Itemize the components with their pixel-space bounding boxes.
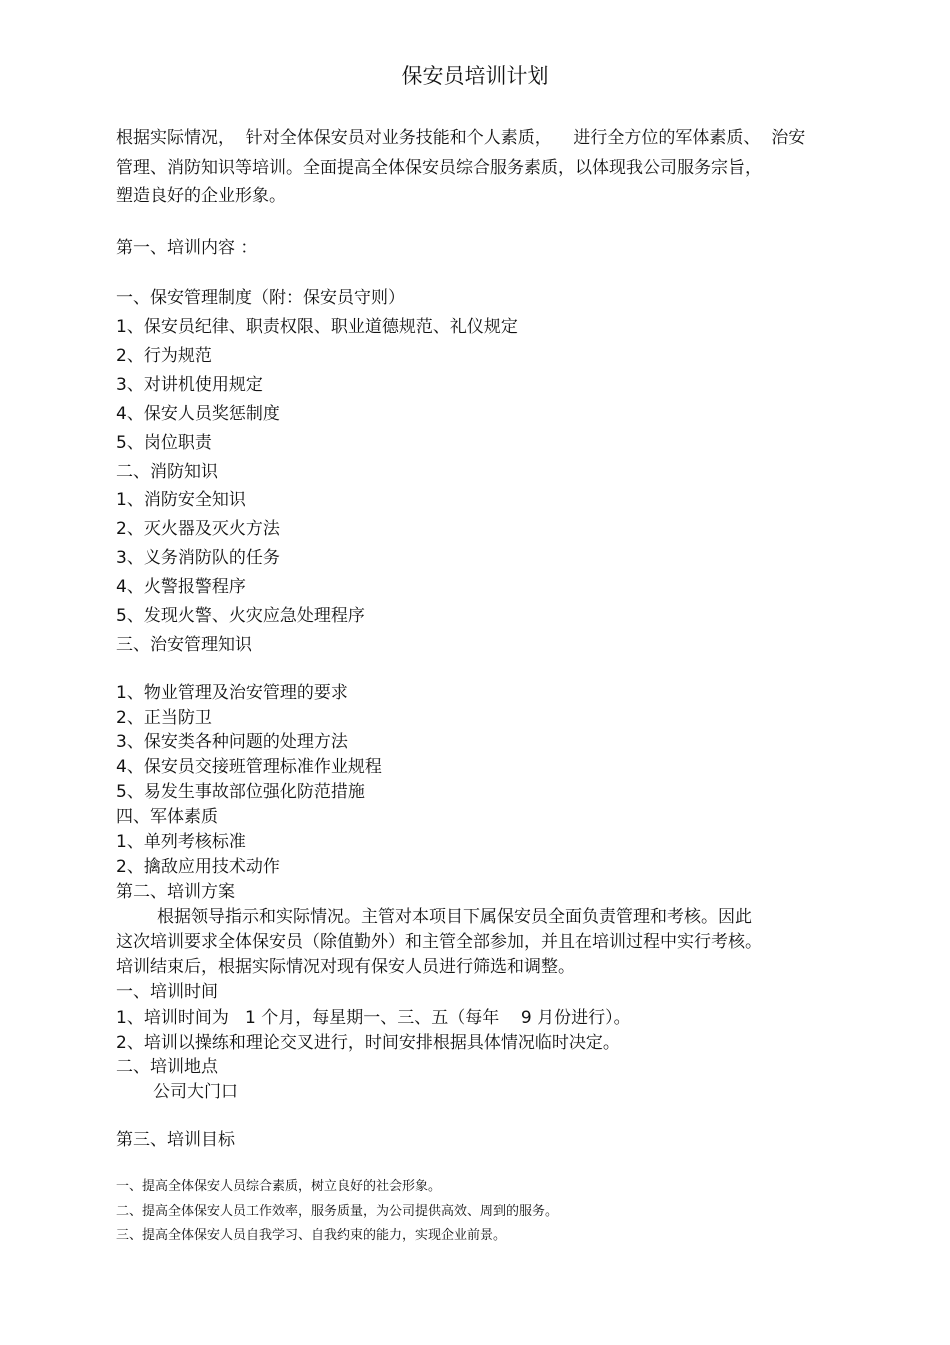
section-place-heading: 二、培训地点: [116, 1057, 218, 1077]
list-item: 1、单列考核标准: [116, 832, 246, 852]
intro-line-2: 管理、消防知识等培训。全面提高全体保安员综合服务素质，以体现我公司服务宗旨，: [116, 158, 762, 178]
section-fire-heading: 二、消防知识: [116, 462, 218, 482]
plan-paragraph-line-1: 根据领导指示和实际情况。主管对本项目下属保安员全面负责管理和考核。因此: [157, 907, 752, 927]
document-title: 保安员培训计划: [401, 64, 549, 88]
plan-paragraph-line-3: 培训结束后，根据实际情况对现有保安人员进行筛选和调整。: [116, 957, 575, 977]
section-time-heading: 一、培训时间: [116, 982, 218, 1002]
section-management-heading: 一、保安管理制度（附：保安员守则）: [116, 288, 405, 308]
list-item: 5、发现火警、火灾应急处理程序: [116, 606, 365, 626]
list-item: 4、保安员交接班管理标准作业规程: [116, 757, 382, 777]
list-item: 4、保安人员奖惩制度: [116, 404, 280, 424]
list-item: 1、消防安全知识: [116, 490, 246, 510]
intro-line-1: 根据实际情况， 针对全体保安员对业务技能和个人素质， 进行全方位的军体素质、 治安: [116, 128, 806, 148]
part1-heading: 第一、培训内容 ：: [116, 238, 258, 258]
part2-heading: 第二、培训方案: [116, 882, 235, 902]
list-item: 3、对讲机使用规定: [116, 375, 263, 395]
list-item: 2、正当防卫: [116, 708, 212, 728]
list-item: 5、岗位职责: [116, 433, 212, 453]
intro-line-3: 塑造良好的企业形象。: [116, 186, 286, 206]
place-value: 公司大门口: [153, 1082, 238, 1102]
section-security-heading: 三、治安管理知识: [116, 635, 252, 655]
list-item: 二、提高全体保安人员工作效率，服务质量，为公司提供高效、周到的服务。: [116, 1204, 559, 1219]
plan-paragraph-line-2: 这次培训要求全体保安员（除值勤外）和主管全部参加，并且在培训过程中实行考核。: [116, 932, 762, 952]
list-item: 3、义务消防队的任务: [116, 548, 280, 568]
list-item: 3、保安类各种问题的处理方法: [116, 732, 348, 752]
part3-heading: 第三、培训目标: [116, 1130, 235, 1150]
list-item: 2、培训以操练和理论交叉进行，时间安排根据具体情况临时决定。: [116, 1033, 620, 1053]
list-item: 2、擒敌应用技术动作: [116, 857, 280, 877]
list-item: 1、物业管理及治安管理的要求: [116, 683, 348, 703]
list-item: 1、保安员纪律、职责权限、职业道德规范、礼仪规定: [116, 317, 518, 337]
list-item: 2、灭火器及灭火方法: [116, 519, 280, 539]
list-item: 1、培训时间为 1 个月，每星期一、三、五（每年 9 月份进行）。: [116, 1008, 631, 1028]
list-item: 一、提高全体保安人员综合素质，树立良好的社会形象。: [116, 1179, 442, 1194]
list-item: 三、提高全体保安人员自我学习、自我约束的能力，实现企业前景。: [116, 1228, 507, 1243]
list-item: 5、易发生事故部位强化防范措施: [116, 782, 365, 802]
list-item: 2、行为规范: [116, 346, 212, 366]
section-military-heading: 四、军体素质: [116, 807, 218, 827]
list-item: 4、火警报警程序: [116, 577, 246, 597]
